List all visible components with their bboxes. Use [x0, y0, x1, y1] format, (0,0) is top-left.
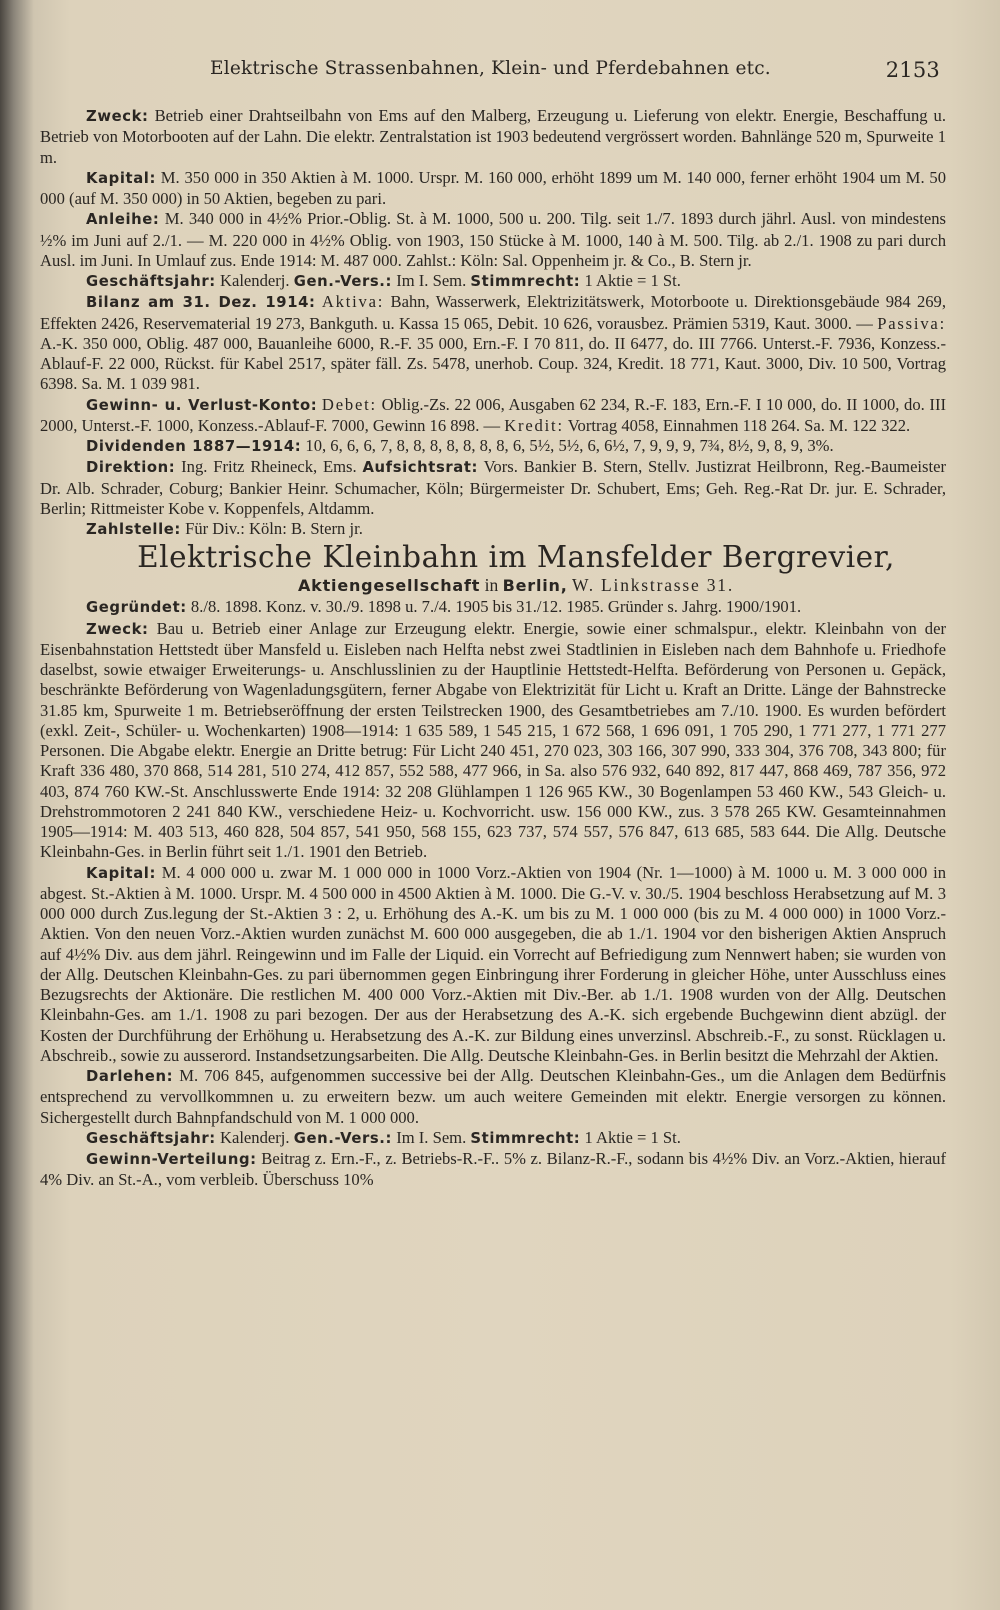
label-gewinnverteilung: Gewinn-Verteilung:: [86, 1151, 257, 1168]
subtitle-company-form: Aktiengesellschaft: [297, 576, 481, 596]
label-geschaeftsjahr-2: Geschäftsjahr:: [86, 1129, 216, 1147]
text-bilanz-aktiva: Bahn, Wasserwerk, Elektrizitätswerk, Motorboote u. Direktionsgebäude 984 269, Effekten 2426, Reservematerial 19 273, Bankguth. u. Kassa 15 065, Debit. 10 626, vorausbez. Prämien 5319, Kaut. 3000. —: [40, 292, 947, 333]
paragraph-gegruendet: [40, 597, 946, 618]
label-anleihe: Anleihe:: [86, 211, 160, 229]
entry-title: Elektrische Kleinbahn im Mansfelder Bergrevier,: [137, 540, 895, 575]
label-zweck: Zweck:: [86, 108, 149, 125]
paragraph-geschaeftsjahr: [40, 271, 946, 292]
label-gegruendet: Gegründet:: [86, 599, 187, 617]
label-debet: Debet:: [321, 394, 377, 414]
paragraph-guv: [40, 395, 946, 437]
paragraph-direktion: [40, 457, 946, 519]
paragraph-anleihe: [40, 209, 946, 271]
text-genvers: Im I. Sem.: [396, 271, 467, 290]
paragraph-gewinnverteilung: [40, 1149, 946, 1191]
text-guv-kredit: Vortrag 4058, Einnahmen 118 264. Sa. M. 122 322.: [567, 415, 911, 435]
label-darlehen: Darlehen:: [86, 1068, 174, 1085]
text-stimmrecht: 1 Aktie = 1 St.: [584, 271, 681, 290]
text-kapital: M. 350 000 in 350 Aktien à M. 1000. Urspr. M. 160 000, erhöht 1899 um M. 140 000, ferner erhöht 1904 um M. 50 000 (auf M. 350 000) in 50 Aktien, begeben zu pari.: [40, 167, 946, 208]
label-guv: Gewinn- u. Verlust-Konto:: [86, 396, 318, 414]
label-zweck-2: Zweck:: [86, 620, 149, 638]
paragraph-bilanz: [40, 292, 946, 394]
label-stimmrecht: Stimmrecht:: [470, 273, 581, 290]
text-zweck: Betrieb einer Drahtseilbahn von Ems auf den Malberg, Erzeugung u. Lieferung von elektr. Energie, Beschaffung u. Betrieb von Motorbooten auf der Lahn. Die elektr. Zentralstation ist 1903 bedeutend vergrössert worden. Bahnlänge 520 m, Spurweite 1 m.: [40, 106, 946, 167]
text-zweck-2: Bau u. Betrieb einer Anlage zur Erzeugung elektr. Energie, sowie einer schmalspur., elektr. Kleinbahn von der Eisenbahnstation Hettstedt über Mansfeld u. Eisleben nach Helfta nebst zwei Stadtlinien in Eisleben nach dem Bahnhofe u. Friedhofe daselbst, sowie etwaiger Erweiterungs- u. Anschlusslinien zu der Hauptlinie Hettstedt-Helfta. Beförderung von Personen u. Gepäck, beschränkte Beförderung von Wagenladungsgütern, ferner Abgabe von Elektrizität für Licht u. Kraft an Dritte. Länge der Bahnstrecke 31.85 km, Spurweite 1 m. Betriebseröffnung der ersten Teilstrecken 1900, des Gesamtbetriebes am 7./10. 1900. Es wurden befördert (exkl. Zeit-, Schüler- u. Wochenkarten) 1908—1914: 1 635 589, 1 545 215, 1 672 568, 1 696 091, 1 705 290, 1 771 277, 1 771 277 Personen. Die Abgabe elektr. Energie an Dritte betrug: Für Licht 240 451, 270 023, 303 166, 307 990, 333 304, 376 708, 343 800; für Kraft 336 480, 370 868, 514 281, 510 274, 412 857, 552 588, 477 966, in Sa. also 576 932, 640 892, 817 447, 868 469, 787 356, 972 403, 874 760 KW.-St. Anschlusswerte Ende 1914: 32 208 Glühlampen 1 126 965 KW., 30 Bogenlampen 53 460 KW., 543 Gleich- u. Drehstrommotoren 2 241 840 KW., verschiedene Heiz- u. Kochvorricht. usw. 156 000 KW., zus. 3 578 265 KW. Gesamteinnahmen 1905—1914: M. 403 513, 460 828, 504 857, 541 950, 568 155, 623 737, 574 557, 576 847, 613 685, 583 644. Die Allg. Deutsche Kleinbahn-Ges. in Berlin führt seit 1./1. 1901 den Betrieb.: [40, 618, 946, 862]
label-genvers-2: Gen.-Vers.:: [293, 1129, 393, 1147]
paragraph-zahlstelle: [40, 519, 946, 540]
paragraph-kapital-2: [40, 863, 946, 1067]
subtitle-address: W. Linkstrasse 31.: [571, 575, 735, 596]
text-geschaeftsjahr: Kalenderj.: [219, 271, 290, 290]
label-kapital-2: Kapital:: [86, 864, 156, 882]
label-aufsichtsrat: Aufsichtsrat:: [362, 459, 479, 477]
text-genvers-2: Im I. Sem.: [396, 1127, 467, 1147]
text-stimmrecht-2: 1 Aktie = 1 St.: [584, 1127, 681, 1147]
text-zahlstelle: Für Div.: Köln: B. Stern jr.: [185, 519, 363, 538]
text-guv-debet: Oblig.-Zs. 22 006, Ausgaben 62 234, R.-F. 183, Ern.-F. I 10 000, do. II 1000, do. III 2000, Unterst.-F. 1000, Konzess.-Ablauf-F. 7000, Gewinn 16 898. —: [40, 394, 947, 435]
text-gegruendet: 8./8. 1898. Konz. v. 30./9. 1898 u. 7./4. 1905 bis 31./12. 1985. Gründer s. Jahrg. 1900/1901.: [190, 597, 802, 617]
label-stimmrecht-2: Stimmrecht:: [470, 1129, 581, 1147]
label-kredit: Kredit:: [504, 415, 564, 435]
label-direktion: Direktion:: [86, 459, 176, 477]
page-number: 2153: [885, 58, 940, 82]
running-head-title: Elektrische Strassenbahnen, Klein- und Pferdebahnen etc.: [210, 58, 771, 79]
text-anleihe: M. 340 000 in 4½% Prior.-Oblig. St. à M. 1000, 500 u. 200. Tilg. seit 1./7. 1893 durch jährl. Ausl. von mindestens ½% im Juni auf 2./1. — M. 220 000 in 4½% Oblig. von 1903, 150 Stücke à M. 1000, 140 à M. 500. Tilg. ab 2./1. 1908 zu pari durch Ausl. im Juni. In Umlauf zus. Ende 1914: M. 487 000. Zahlst.: Köln: Sal. Oppenheim jr. & Co., B. Stern jr.: [40, 209, 946, 270]
label-passiva: Passiva:: [877, 313, 946, 333]
paragraph-zweck: [40, 106, 946, 168]
label-kapital: Kapital:: [86, 169, 156, 187]
label-zahlstelle: Zahlstelle:: [86, 521, 181, 538]
paragraph-geschaeftsjahr-2: [40, 1128, 946, 1149]
text-bilanz-passiva: A.-K. 350 000, Oblig. 487 000, Bauanleihe 6000, R.-F. 35 000, Ern.-F. I 70 811, do. II 6477, do. III 7766. Unterst.-F. 7936, Konzess.-Ablauf-F. 22 000, Rückst. für Kabel 2517, später fäll. Zs. 5478, unerhob. Coup. 324, Kredit. 18 771, Kaut. 3000, Div. 10 500, Vortrag 6398. Sa. M. 1 039 981.: [40, 333, 946, 394]
text-darlehen: M. 706 845, aufgenommen successive bei der Allg. Deutschen Kleinbahn-Ges., um die Anlagen dem Bedürfnis entsprechend zu vervollkommnen u. zu erweitern bezw. um auch weitere Gemeinden mit elektr. Energie versorgen zu können. Sichergestellt durch Bahnpfandschuld von M. 1 000 000.: [40, 1066, 946, 1127]
paragraph-darlehen: [40, 1066, 946, 1128]
text-gewinnverteilung: Beitrag z. Ern.-F., z. Betriebs-R.-F.. 5% z. Bilanz-R.-F., sodann bis 4½% Div. an Vorz.-Aktien, hierauf 4% Div. an St.-A., vom verbleib. Überschuss 10%: [40, 1149, 947, 1190]
running-head: [210, 58, 940, 84]
text-direktion: Ing. Fritz Rheineck, Ems.: [181, 457, 357, 477]
subtitle-city: Berlin,: [502, 576, 568, 596]
label-geschaeftsjahr: Geschäftsjahr:: [86, 273, 216, 290]
text-geschaeftsjahr-2: Kalenderj.: [219, 1127, 290, 1147]
text-dividenden: 10, 6, 6, 6, 7, 8, 8, 8, 8, 8, 8, 8, 6, 5½, 5½, 6, 6½, 7, 9, 9, 9, 7¾, 8½, 9, 8, 9, 3%.: [305, 436, 834, 455]
entry-subtitle: [40, 574, 946, 597]
body-text: [40, 106, 946, 1191]
paragraph-dividenden: [40, 436, 946, 457]
text-kapital-2: M. 4 000 000 u. zwar M. 1 000 000 in 1000 Vorz.-Aktien von 1904 (Nr. 1—1000) à M. 1000 u. M. 3 000 000 in abgest. St.-Aktien à M. 1000. Urspr. M. 4 500 000 in 4500 Aktien à M. 1000. Die G.-V. v. 30./5. 1904 beschloss Herabsetzung auf M. 3 000 000 durch Zus.legung der St.-Aktien 3 : 2, u. Erhöhung des A.-K. um bis zu M. 1 000 000 (bis zu M. 4 000 000) in 1000 Vorz.-Aktien. Von den neuen Vorz.-Aktien wurden zunächst M. 600 000 ausgegeben, die ab 1./1. 1904 vor den bisherigen Aktien Anspruch auf 4½% Div. aus dem jährl. Reingewinn und im Falle der Liquid. ein Vorrecht auf Befriedigung zum Nennwert haben; sie wurden von der Allg. Deutschen Kleinbahn-Ges. zu pari übernommen gegen Einbringung ihrer Forderung in gleicher Höhe, unter Ausschluss eines Bezugsrechts der Aktionäre. Die restlichen M. 400 000 Vorz.-Aktien mit Div.-Ber. ab 1./1. 1908 wurden von der Allg. Deutschen Kleinbahn-Ges. am 1./1. 1908 zu pari bezogen. Der aus der Herabsetzung des A.-K. sich ergebende Buchgewinn dient abzügl. der Kosten der Durchführung der Erhöhung u. Herabsetzung des A.-K. zur Bildung eines unverzinsl. Abschreib.-F., zu sonst. Rücklagen u. Abschreib., sowie zu ausserord. Instandsetzungsarbeiten. Die Allg. Deutsche Kleinbahn-Ges. in Berlin besitzt die Mehrzahl der Aktien.: [40, 862, 946, 1065]
paragraph-zweck-2: [40, 619, 946, 863]
label-bilanz: Bilanz am 31. Dez. 1914:: [86, 294, 316, 312]
subtitle-in: in: [484, 575, 499, 596]
text-aufsichtsrat: Vors. Bankier B. Stern, Stellv. Justizrat Heilbronn, Reg.-Baumeister Dr. Alb. Schrader, Coburg; Bankier Heinr. Schumacher, Köln; Bürgermeister Dr. Schubert, Ems; Geh. Reg.-Rat Dr. jur. E. Schrader, Berlin; Rittmeister Kobe v. Koppenfels, Altdamm.: [40, 457, 947, 518]
label-aktiva: Aktiva:: [321, 292, 385, 312]
paragraph-kapital: [40, 168, 946, 210]
label-dividenden: Dividenden 1887—1914:: [86, 438, 302, 455]
label-genvers: Gen.-Vers.:: [293, 273, 393, 290]
